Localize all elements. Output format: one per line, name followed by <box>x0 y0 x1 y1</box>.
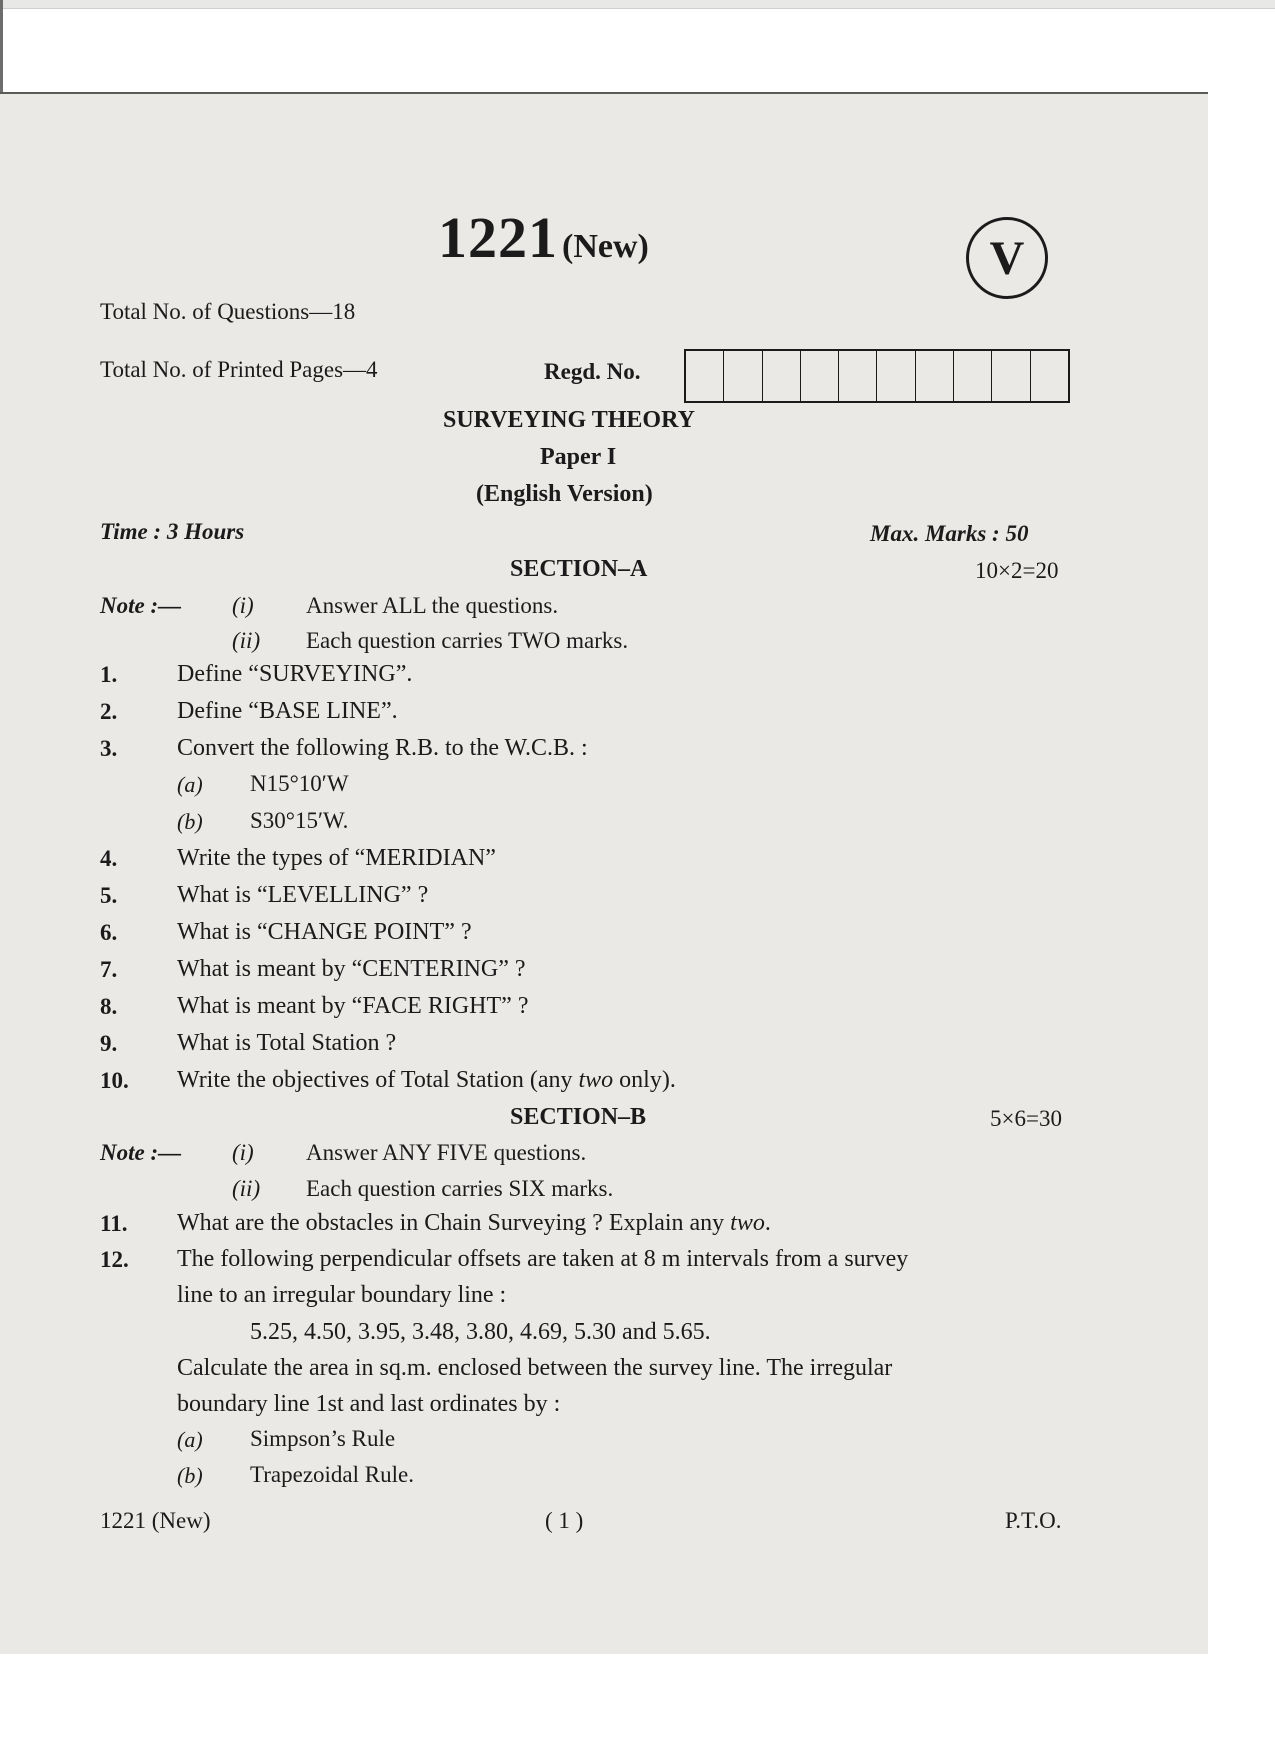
regd-label: Regd. No. <box>544 359 641 384</box>
paper-version: (New) <box>562 228 649 265</box>
note-text: Answer ALL the questions. <box>306 593 559 618</box>
regd-digit-box[interactable] <box>954 351 992 401</box>
sub-part-text: S30°15′W. <box>250 808 349 833</box>
question-number: 12. <box>100 1247 129 1272</box>
question-text-emphasis: two <box>730 1210 765 1236</box>
note-text: Answer ANY FIVE questions. <box>306 1140 587 1165</box>
question-text <box>177 1210 771 1237</box>
paper-number: Paper I <box>540 444 617 470</box>
regd-digit-box[interactable] <box>1031 351 1068 401</box>
sub-part-label: (a) <box>177 772 203 797</box>
sub-part-text: N15°10′W <box>250 771 349 796</box>
question-number: 3. <box>100 736 118 761</box>
question-text: line to an irregular boundary line : <box>177 1282 507 1308</box>
section-a-marks: 10×2=20 <box>975 558 1059 583</box>
question-text: Convert the following R.B. to the W.C.B. : <box>177 735 588 761</box>
question-number: 9. <box>100 1031 118 1056</box>
question-number: 8. <box>100 994 118 1019</box>
question-number: 11. <box>100 1211 128 1236</box>
section-b-title: SECTION–B <box>510 1104 647 1130</box>
max-marks: Max. Marks : 50 <box>870 521 1029 546</box>
question-text-part: Write the objectives of Total Station (any <box>177 1067 579 1093</box>
scan-edge-top <box>0 0 1275 9</box>
question-text: Calculate the area in sq.m. enclosed between the survey line. The irregular <box>177 1355 893 1381</box>
section-b-marks: 5×6=30 <box>990 1106 1062 1131</box>
note-text: Each question carries SIX marks. <box>306 1176 614 1201</box>
question-text-emphasis: two <box>578 1067 614 1093</box>
question-text: What is meant by “FACE RIGHT” ? <box>177 993 529 1019</box>
page-number: ( 1 ) <box>545 1508 584 1533</box>
regd-digit-box[interactable] <box>801 351 839 401</box>
question-text-part: only). <box>613 1067 676 1093</box>
scan-edge-left <box>0 0 3 92</box>
paper-title <box>438 204 649 271</box>
sub-part-label: (a) <box>177 1427 203 1452</box>
question-text: What is “LEVELLING” ? <box>177 882 429 908</box>
question-number: 6. <box>100 920 118 945</box>
language-version: (English Version) <box>476 481 653 507</box>
note-label: (ii) <box>232 1176 261 1201</box>
please-turn-over: P.T.O. <box>1005 1508 1062 1533</box>
regd-digit-box[interactable] <box>724 351 762 401</box>
question-number: 2. <box>100 699 118 724</box>
note-label: (ii) <box>232 628 261 653</box>
question-number: 1. <box>100 662 118 687</box>
section-a-note-label: Note :— <box>100 593 182 618</box>
sub-part-label: (b) <box>177 809 203 834</box>
note-text: Each question carries TWO marks. <box>306 628 629 653</box>
regd-digit-box[interactable] <box>839 351 877 401</box>
question-text: boundary line 1st and last ordinates by : <box>177 1391 561 1417</box>
set-letter-badge <box>966 217 1048 299</box>
question-number: 7. <box>100 957 118 982</box>
set-letter: V <box>989 231 1025 285</box>
sub-part-text: Simpson’s Rule <box>250 1426 396 1451</box>
subject-title: SURVEYING THEORY <box>443 407 695 433</box>
regd-digit-box[interactable] <box>763 351 801 401</box>
question-text: What is “CHANGE POINT” ? <box>177 919 472 945</box>
regd-digit-box[interactable] <box>916 351 954 401</box>
regd-digit-box[interactable] <box>992 351 1030 401</box>
note-label: (i) <box>232 1140 254 1165</box>
regd-number-boxes[interactable] <box>684 349 1070 403</box>
question-text: Define “SURVEYING”. <box>177 661 413 687</box>
total-pages: Total No. of Printed Pages—4 <box>100 357 378 382</box>
question-number: 4. <box>100 846 118 871</box>
question-text-part: What are the obstacles in Chain Surveying ? Explain any <box>177 1210 731 1236</box>
question-text-part: . <box>764 1210 771 1236</box>
note-label: (i) <box>232 593 254 618</box>
total-questions: Total No. of Questions—18 <box>100 299 356 324</box>
section-b-note-label: Note :— <box>100 1140 182 1165</box>
sub-part-text: Trapezoidal Rule. <box>250 1462 414 1487</box>
question-text: Define “BASE LINE”. <box>177 698 398 724</box>
question-text <box>177 1067 676 1094</box>
question-number: 5. <box>100 883 118 908</box>
regd-digit-box[interactable] <box>686 351 724 401</box>
question-text: What is meant by “CENTERING” ? <box>177 956 526 982</box>
question-number: 10. <box>100 1068 129 1093</box>
exam-page <box>0 92 1208 1654</box>
time-allowed: Time : 3 Hours <box>100 519 245 544</box>
offset-values: 5.25, 4.50, 3.95, 3.48, 3.80, 4.69, 5.30 and 5.65. <box>250 1319 711 1345</box>
sub-part-label: (b) <box>177 1463 203 1488</box>
question-text: What is Total Station ? <box>177 1030 397 1056</box>
footer-code: 1221 (New) <box>100 1508 211 1533</box>
question-text: The following perpendicular offsets are taken at 8 m intervals from a survey <box>177 1246 909 1272</box>
paper-code: 1221 <box>438 205 558 270</box>
section-a-title: SECTION–A <box>510 556 648 582</box>
regd-digit-box[interactable] <box>877 351 915 401</box>
question-text: Write the types of “MERIDIAN” <box>177 845 496 871</box>
